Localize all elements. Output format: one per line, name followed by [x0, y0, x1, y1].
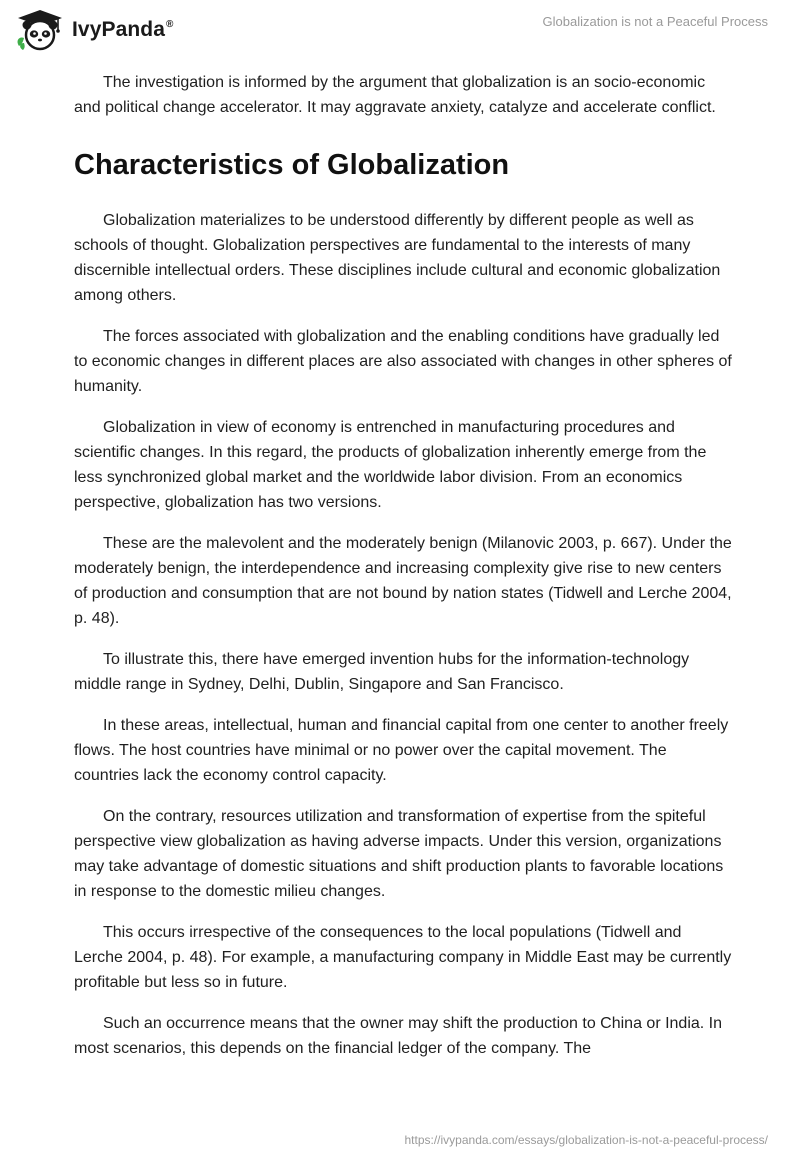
paragraph: To illustrate this, there have emerged invention hubs for the information-technology middle range in Sydney, Delhi, Dublin, Singapore and San Francisco.: [74, 651, 690, 693]
source-url[interactable]: https://ivypanda.com/essays/globalization-is-not-a-peaceful-process/: [404, 1133, 768, 1147]
paragraph: This occurs irrespective of the consequences to the local populations (Tidwell and Lerche 2004, p. 48). For example, a manufacturing company in Middle East may be currently profitable but less so in future.: [74, 924, 732, 991]
paragraph: These are the malevolent and the moderately benign (Milanovic 2003, p. 667). Under the moderately benign, the interdependence and increasing complexity give rise to new centers of production and consumption that are not bound by nation states (Tidwell and Lerche 2004, p. 48).: [74, 535, 732, 627]
paragraph: In these areas, intellectual, human and financial capital from one center to another freely flows. The host countries have minimal or no power over the capital movement. The countries lack the economy control capacity.: [74, 717, 729, 784]
paragraph: Globalization in view of economy is entrenched in manufacturing procedures and scientific changes. In this regard, the products of globalization inherently emerge from the less synchronized global market and the worldwide labor division. From an economics perspective, globalization has two versions.: [74, 419, 707, 511]
paragraph: Globalization materializes to be understood differently by different people as well as schools of thought. Globalization perspectives are fundamental to the interests of many discernible intellectual orders. These disciplines include cultural and economic globalization among others.: [74, 212, 721, 304]
essay-content: [74, 70, 734, 1077]
paragraph: Such an occurrence means that the owner may shift the production to China or India. In most scenarios, this depends on the financial ledger of the company. The: [74, 1015, 723, 1057]
intro-paragraph: The investigation is informed by the argument that globalization is an socio-economic and political change accelerator. It may aggravate anxiety, catalyze and accelerate conflict.: [74, 74, 716, 116]
paragraph: On the contrary, resources utilization and transformation of expertise from the spiteful perspective view globalization as having adverse impacts. Under this version, organizations may take advantage of domestic situations and shift production plants to favorable locations in response to the domestic milieu changes.: [74, 808, 724, 900]
paragraph: The forces associated with globalization and the enabling conditions have gradually led to economic changes in different places are also associated with changes in other spheres of humanity.: [74, 328, 732, 395]
brand-name: IvyPanda®: [72, 18, 174, 41]
running-title: Globalization is not a Peaceful Process: [542, 14, 768, 29]
section-heading: Characteristics of Globalization: [74, 149, 510, 181]
ivypanda-logo[interactable]: [14, 8, 173, 52]
page-header: [0, 0, 800, 60]
panda-graduate-icon: [14, 8, 66, 52]
